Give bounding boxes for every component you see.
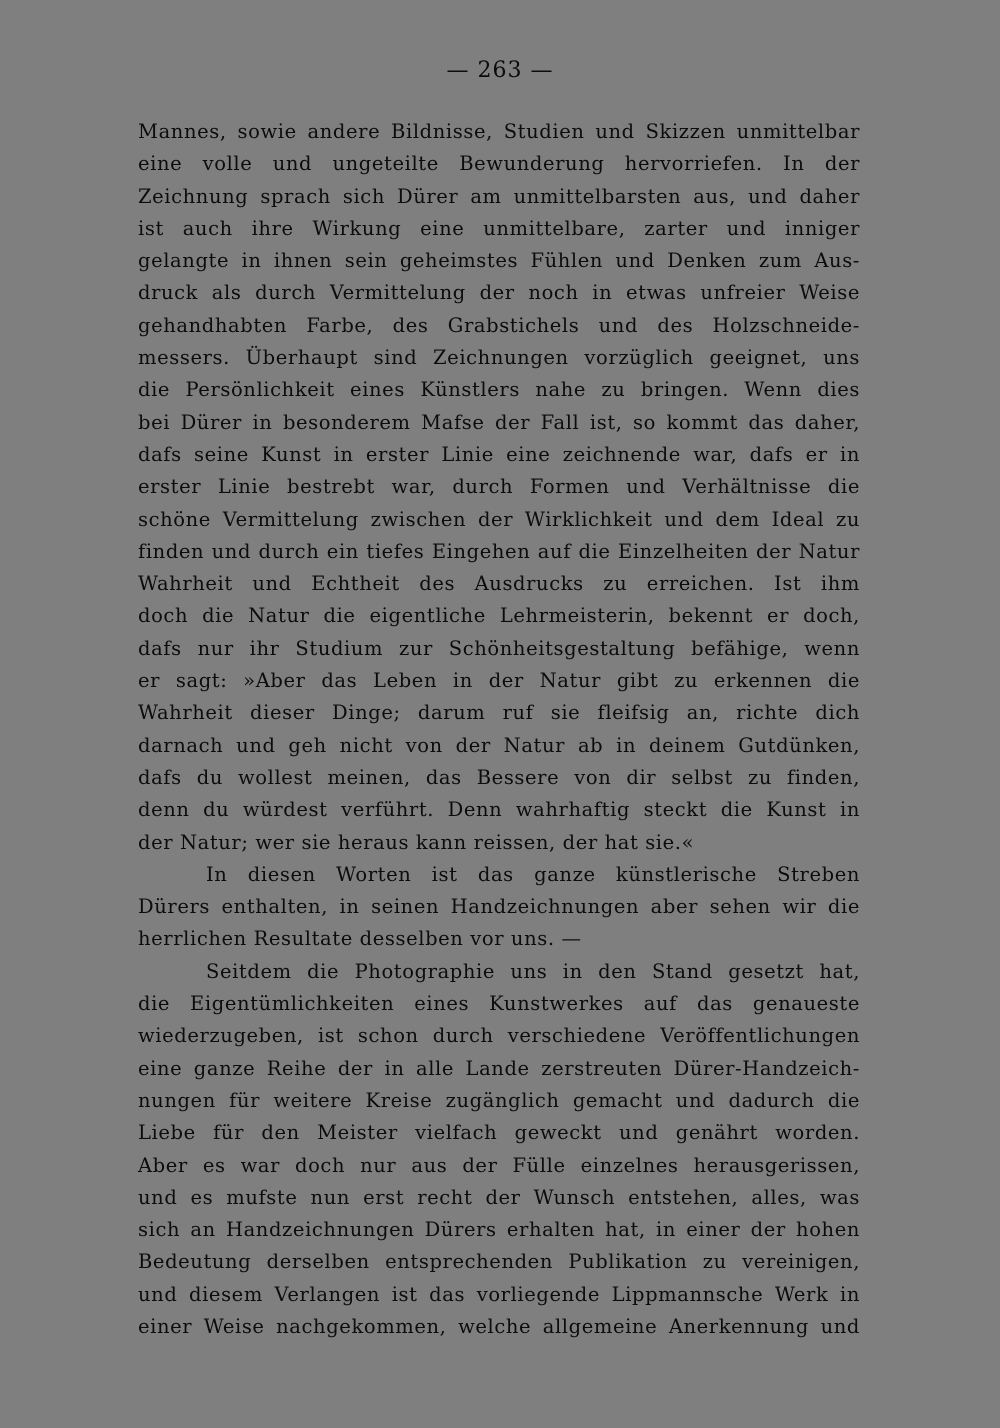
- text-line: nungen für weitere Kreise zugänglich gemacht und dadurch die: [138, 1088, 860, 1112]
- text-line: finden und durch ein tiefes Eingehen auf die Einzelheiten der Natur: [138, 539, 860, 563]
- page-number: — 263 —: [446, 58, 554, 83]
- text-line: gehandhabten Farbe, des Grabstichels und des Holzschneide-: [138, 313, 860, 337]
- text-line: Wahrheit und Echtheit des Ausdrucks zu erreichen. Ist ihm: [138, 572, 860, 596]
- text-line: erster Linie bestrebt war, durch Formen und Verhältnisse die: [138, 475, 860, 499]
- paragraph-end-line: der Natur; wer sie heraus kann reissen, der hat sie.«: [138, 830, 695, 854]
- text-line: dafs seine Kunst in erster Linie eine zeichnende war, dafs er in: [138, 442, 860, 466]
- text-line: ist auch ihre Wirkung eine unmittelbare, zarter und inniger: [138, 216, 860, 240]
- text-line: dafs du wollest meinen, das Bessere von dir selbst zu finden,: [138, 765, 860, 789]
- text-line: gelangte in ihnen sein geheimstes Fühlen und Denken zum Aus-: [138, 249, 860, 273]
- text-line: eine ganze Reihe der in alle Lande zerstreuten Dürer-Handzeich-: [138, 1056, 860, 1080]
- text-line: bei Dürer in besonderem Mafse der Fall ist, so kommt das daher,: [138, 410, 860, 434]
- text-line: Aber es war doch nur aus der Fülle einzelnes herausgerissen,: [138, 1153, 860, 1177]
- text-line: Wahrheit dieser Dinge; darum ruf sie fleifsig an, richte dich: [138, 701, 860, 725]
- text-line: die Persönlichkeit eines Künstlers nahe zu bringen. Wenn dies: [138, 378, 860, 402]
- body-text: [138, 116, 860, 1343]
- text-line: Zeichnung sprach sich Dürer am unmittelbarsten aus, und daher: [138, 184, 860, 208]
- text-line: denn du würdest verführt. Denn wahrhaftig steckt die Kunst in: [138, 798, 860, 822]
- paragraph-start-line: Seitdem die Photographie uns in den Stand gesetzt hat,: [206, 959, 860, 983]
- text-line: schöne Vermittelung zwischen der Wirklichkeit und dem Ideal zu: [138, 507, 860, 531]
- text-line: die Eigentümlichkeiten eines Kunstwerkes auf das genaueste: [138, 992, 860, 1016]
- text-line: einer Weise nachgekommen, welche allgemeine Anerkennung und: [138, 1314, 860, 1338]
- text-line: wiederzugeben, ist schon durch verschiedene Veröffentlichungen: [138, 1024, 860, 1048]
- text-line: und es mufste nun erst recht der Wunsch entstehen, alles, was: [138, 1185, 860, 1209]
- paragraph-start-line: In diesen Worten ist das ganze künstlerische Streben: [206, 862, 860, 886]
- text-line: eine volle und ungeteilte Bewunderung hervorriefen. In der: [138, 152, 860, 176]
- text-line: Bedeutung derselben entsprechenden Publikation zu vereinigen,: [138, 1250, 860, 1274]
- text-line: Mannes, sowie andere Bildnisse, Studien und Skizzen unmittelbar: [138, 120, 860, 143]
- text-line: doch die Natur die eigentliche Lehrmeisterin, bekennt er doch,: [138, 604, 860, 628]
- text-line: Dürers enthalten, in seinen Handzeichnungen aber sehen wir die: [138, 895, 860, 919]
- text-line: messers. Überhaupt sind Zeichnungen vorzüglich geeignet, uns: [138, 346, 860, 370]
- text-line: er sagt: »Aber das Leben in der Natur gibt zu erkennen die: [138, 669, 860, 693]
- text-line: druck als durch Vermittelung der noch in etwas unfreier Weise: [138, 281, 860, 305]
- text-line: Liebe für den Meister vielfach geweckt und genährt worden.: [138, 1121, 860, 1145]
- text-line: sich an Handzeichnungen Dürers erhalten hat, in einer der hohen: [138, 1218, 860, 1242]
- text-line: dafs nur ihr Studium zur Schönheitsgestaltung befähige, wenn: [138, 636, 860, 660]
- text-line: und diesem Verlangen ist das vorliegende Lippmannsche Werk in: [138, 1282, 860, 1306]
- paragraph-end-line: herrlichen Resultate desselben vor uns. —: [138, 927, 582, 951]
- text-line: darnach und geh nicht von der Natur ab in deinem Gutdünken,: [138, 733, 860, 757]
